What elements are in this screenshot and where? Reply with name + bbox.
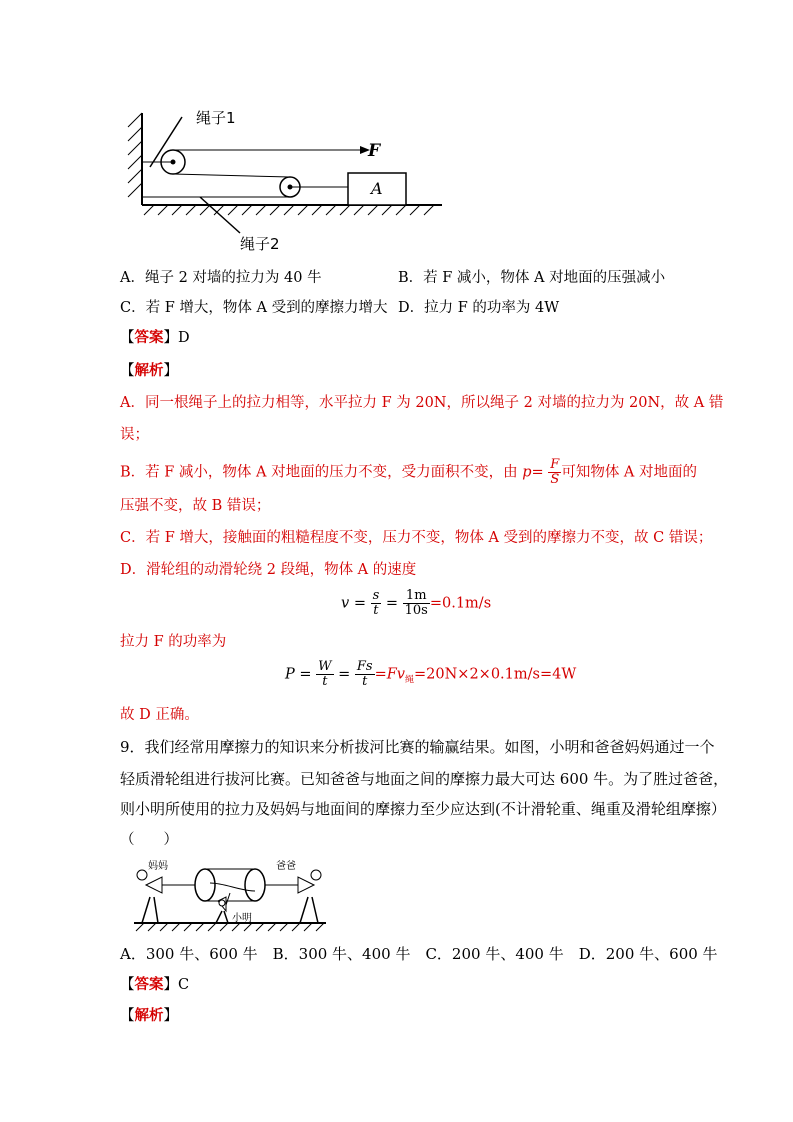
pulley-diagram (120, 105, 450, 255)
q9-line3: 则小明所使用的拉力及妈妈与地面间的摩擦力至少应达到(不计滑轮重、绳重及滑轮组摩擦） (120, 800, 726, 818)
label-block-a: A (371, 179, 383, 198)
formula-velocity: v = $\frac{s}{t}$ = $\frac{1m}{10s}$ =0.1m/s (341, 588, 492, 618)
analysis-a-line2: 误； (120, 427, 149, 443)
q9-line2: 轻质滑轮组进行拔河比赛。已知爸爸与地面之间的摩擦力最大可达 600 牛。为了胜过爸爸， (120, 770, 729, 788)
formula-power: P = $\frac{W}{t}$ = $\frac{Fs}{t}$ $=Fv_绳=20N\times 2\times 0.1m/s=4W$ (285, 659, 577, 689)
analysis-b-line2: 压强不变，故 B 错误； (120, 498, 271, 514)
q9-line1: 9．我们经常用摩擦力的知识来分析拔河比赛的输赢结果。如图，小明和爸爸妈妈通过一个 (120, 738, 715, 756)
formula-pressure: $\frac{F}{S}$ (550, 457, 560, 487)
figure-pulley-system (120, 105, 450, 255)
q9-paren: （ ） (120, 832, 178, 848)
q9-answer: 【答案】C (120, 976, 190, 993)
analysis-conclusion: 故 D 正确。 (120, 707, 199, 723)
q8-option-a: A．绳子 2 对墙的拉力为 40 牛 (120, 270, 322, 286)
label-dad: 爸爸 (276, 861, 296, 872)
q9-analysis-title: 【解析】 (120, 1007, 178, 1024)
analysis-power-line: 拉力 F 的功率为 (120, 634, 227, 650)
label-force-f: F (368, 141, 381, 161)
q8-answer: 【答案】D (120, 329, 190, 346)
analysis-d-line: D．滑轮组的动滑轮绕 2 段绳，物体 A 的速度 (120, 562, 417, 578)
q8-analysis-title: 【解析】 (120, 362, 178, 379)
figure-tug-of-war (130, 853, 330, 933)
q9-options: A．300 牛、600 牛 B．300 牛、400 牛 C．200 牛、400 牛 D．200 牛、600 牛 (120, 945, 718, 963)
analysis-a-line1: A．同一根绳子上的拉力相等，水平拉力 F 为 20N，所以绳子 2 对墙的拉力为 20N，故 A 错 (120, 395, 724, 411)
q8-option-c: C．若 F 增大，物体 A 受到的摩擦力增大 (120, 300, 388, 316)
label-mom: 妈妈 (148, 861, 168, 872)
q8-option-d: D．拉力 F 的功率为 4W (398, 300, 560, 316)
analysis-c-line: C．若 F 增大，接触面的粗糙程度不变，压力不变，物体 A 受到的摩擦力不变，故 C 错误； (120, 530, 713, 546)
q8-option-b: B．若 F 减小，物体 A 对地面的压强减小 (398, 270, 666, 286)
label-rope1: 绳子1 (196, 109, 236, 127)
label-rope2: 绳子2 (240, 235, 280, 253)
label-xiaoming: 小明 (232, 913, 252, 924)
analysis-b-line1: B．若 F 减小，物体 A 对地面的压力不变，受力面积不变，由 p= $\frac{F}{S}$ 可知物体 A 对地面的 (120, 457, 698, 487)
